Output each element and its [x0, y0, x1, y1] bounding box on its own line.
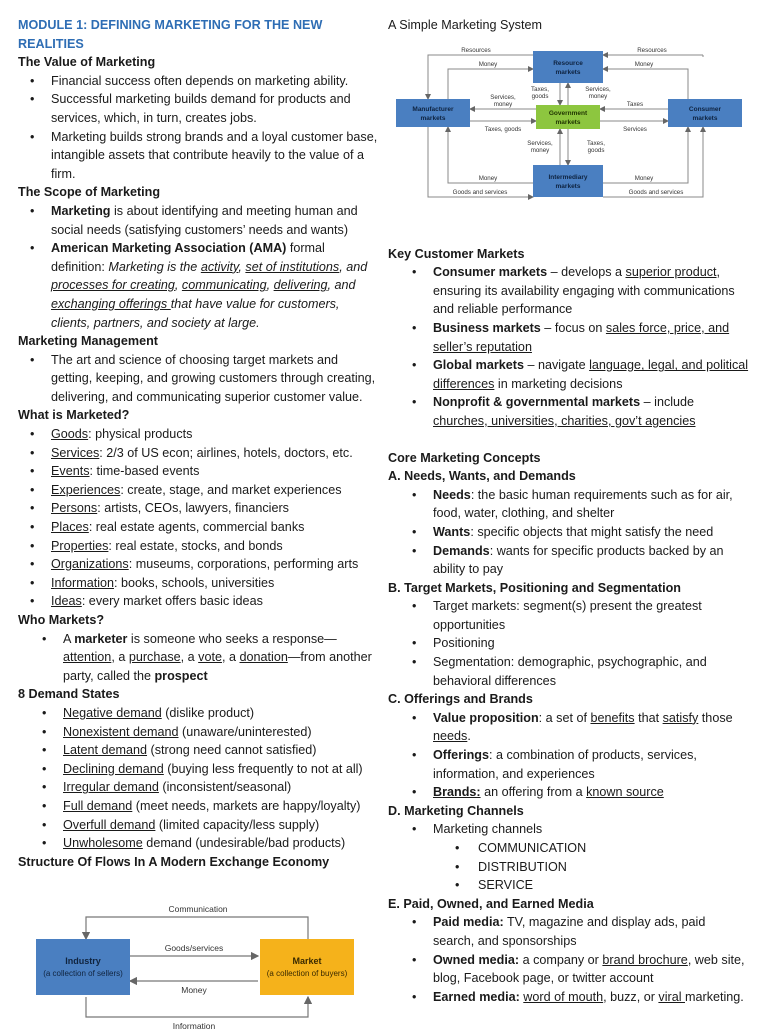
flows-heading: Structure Of Flows In A Modern Exchange Economy	[18, 854, 330, 869]
flow-label: Services,	[490, 93, 516, 101]
desc: : create, stage, and market experiences	[120, 482, 342, 497]
customer-heading: Key Customer Markets	[388, 246, 525, 261]
text: ,	[266, 278, 274, 293]
list-item	[388, 523, 750, 542]
core-d-sublist	[388, 839, 750, 895]
list-item	[388, 356, 750, 393]
list-item	[18, 481, 380, 500]
text: benefits	[590, 710, 635, 725]
desc: : real estate agents, commercial banks	[88, 520, 305, 535]
list-item	[388, 746, 750, 783]
term: Irregular demand	[63, 780, 159, 795]
desc: is about identifying and meeting human and social needs (satisfying customers’ needs and wants)	[51, 203, 358, 237]
core-d-heading: D. Marketing Channels	[388, 803, 524, 818]
text: : a combination of products, services, information, and experiences	[433, 748, 697, 781]
resource-label: markets	[555, 68, 581, 76]
flow-label: money	[493, 100, 513, 108]
desc: (strong need cannot satisfied)	[147, 743, 317, 758]
communication-label: Communication	[168, 904, 228, 915]
term: Ideas	[51, 594, 82, 609]
term: Properties	[51, 538, 109, 553]
term: Global markets	[433, 358, 524, 373]
flow-label: money	[588, 92, 608, 100]
list-item: • Marketing builds strong brands and a loyal customer base, intangible assets that contribute heavily to the value of a firm.	[18, 128, 380, 184]
desc: : time-based events	[89, 464, 200, 479]
core-e-heading: E. Paid, Owned, and Earned Media	[388, 896, 594, 911]
list-item: • Marketing channels	[388, 820, 750, 839]
spacer	[388, 207, 750, 245]
text: needs	[433, 729, 468, 744]
list-item	[388, 951, 750, 988]
text: TV, magazine and display ads, paid search, and sponsorships	[433, 915, 706, 948]
term: Events	[51, 464, 90, 479]
list-item	[18, 518, 380, 537]
term: American Marketing Association (AMA)	[51, 241, 287, 256]
desc: (buying less frequently to not at all)	[163, 761, 363, 776]
marketed-heading: What is Marketed?	[18, 408, 130, 423]
flow-label: Taxes	[626, 100, 644, 108]
desc: formal definition:	[51, 241, 325, 274]
flow-label: Services	[623, 125, 647, 133]
term: Unwholesome	[63, 836, 143, 851]
term: Negative demand	[63, 705, 162, 720]
text: – include	[640, 395, 695, 410]
list-item	[18, 797, 380, 816]
text: purchase	[128, 650, 181, 665]
term: Business markets	[433, 320, 541, 335]
text: , and	[327, 278, 356, 293]
list-item	[388, 393, 750, 430]
text: , web site, blog, Facebook page, or twitter account	[433, 952, 745, 986]
text: word of mouth	[523, 989, 604, 1004]
flow-label: Services,	[585, 85, 611, 93]
customer-list	[388, 263, 750, 430]
text: that have value for customers, clients, partners, and society at large.	[51, 296, 340, 330]
information-arrow	[86, 997, 308, 1017]
flow-label: Goods and services	[452, 188, 508, 196]
term: Nonprofit & governmental markets	[433, 395, 641, 410]
list-item	[388, 709, 750, 746]
text: attention	[63, 650, 112, 665]
flow-label: Money	[478, 60, 498, 68]
left-column	[18, 16, 380, 1033]
flow-label: Resources	[461, 46, 491, 54]
gov-label: markets	[555, 118, 581, 126]
text: , and	[339, 259, 368, 274]
text: , buzz, or	[603, 989, 659, 1004]
desc: : museums, corporations, performing arts	[128, 557, 359, 572]
term: Goods	[51, 427, 89, 442]
core-d-list	[388, 820, 750, 839]
desc: : the basic human requirements such as for air, food, water, clothing, and shelter	[433, 487, 733, 521]
flow-label: Taxes,	[587, 139, 605, 147]
list-item	[388, 783, 750, 802]
exchange-flows-diagram	[18, 883, 358, 1033]
list-item	[18, 574, 380, 593]
mgmt-list	[18, 351, 380, 407]
consumer-markets-box	[668, 99, 742, 127]
text: brand brochure	[602, 952, 688, 967]
text: vote	[198, 650, 222, 665]
spacer	[388, 431, 750, 449]
term: Needs	[433, 487, 471, 502]
text: Marketing is the	[108, 259, 201, 274]
list-item: • Financial success often depends on marketing ability.	[18, 72, 380, 91]
term: Declining demand	[63, 761, 164, 776]
flow-label: goods	[531, 92, 549, 100]
list-item	[18, 630, 380, 686]
text: , a	[111, 650, 129, 665]
text: viral	[658, 989, 685, 1004]
goods-label: Goods/services	[164, 943, 224, 954]
term: Marketing	[51, 203, 111, 218]
list-item: • Successful marketing builds demand for products and services, which, in turn, creates jobs.	[18, 90, 380, 127]
flow-label: Resources	[637, 46, 667, 54]
flow-label: Money	[634, 60, 654, 68]
list-item	[388, 486, 750, 523]
manu-label: markets	[420, 114, 446, 122]
list-item	[388, 319, 750, 356]
core-heading: Core Marketing Concepts	[388, 450, 541, 465]
core-b-heading: B. Target Markets, Positioning and Segmentation	[388, 580, 681, 595]
list-item	[388, 263, 750, 319]
text: A	[63, 631, 75, 646]
term: Nonexistent demand	[63, 724, 179, 739]
list-item	[18, 537, 380, 556]
term: prospect	[154, 668, 208, 683]
list-item	[18, 444, 380, 463]
money-label: Money	[181, 985, 207, 996]
flow-label: Money	[634, 174, 654, 182]
term: Brands:	[433, 785, 481, 800]
term: Information	[51, 575, 114, 590]
list-item	[388, 913, 750, 950]
core-a-list	[388, 486, 750, 579]
list-item: • Segmentation: demographic, psychographic, and behavioral differences	[388, 653, 750, 690]
text: —from another party, called the	[63, 650, 372, 683]
text: in marketing decisions	[494, 376, 623, 391]
flow-label: Services,	[527, 139, 553, 147]
term: Persons	[51, 501, 98, 516]
desc: : artists, CEOs, lawyers, financiers	[97, 501, 289, 516]
system-title: A Simple Marketing System	[388, 18, 542, 32]
desc: : real estate, stocks, and bonds	[108, 538, 283, 553]
term: Value proposition	[433, 710, 539, 725]
communication-arrow	[86, 917, 308, 939]
text: superior product	[625, 265, 717, 280]
text: – focus on	[540, 320, 606, 335]
text: those	[698, 710, 733, 725]
list-item: • SERVICE	[388, 876, 750, 895]
text: that	[634, 710, 663, 725]
list-item	[18, 202, 380, 239]
mgmt-heading: Marketing Management	[18, 334, 158, 349]
text: churches, universities, charities, gov’t agencies	[433, 413, 696, 428]
industry-title: Industry	[65, 956, 101, 967]
term: marketer	[74, 631, 128, 646]
list-item	[388, 988, 750, 1007]
flow-label: Taxes, goods	[484, 125, 522, 133]
list-item: • COMMUNICATION	[388, 839, 750, 858]
cons-label: Consumer	[688, 105, 722, 113]
text: activity	[200, 259, 239, 274]
text: ,	[174, 278, 182, 293]
resource-markets-box	[533, 51, 603, 83]
text: – navigate	[524, 358, 590, 373]
list-item: • Target markets: segment(s) present the greatest opportunities	[388, 597, 750, 634]
value-list	[18, 72, 380, 184]
term: Demands	[433, 543, 490, 558]
desc: : books, schools, universities	[114, 575, 275, 590]
cons-label: markets	[692, 114, 718, 122]
list-item	[18, 462, 380, 481]
term: Services	[51, 445, 100, 460]
information-label: Information	[172, 1021, 216, 1032]
core-c-heading: C. Offerings and Brands	[388, 692, 533, 707]
desc: (limited capacity/less supply)	[155, 817, 320, 832]
core-b-list	[388, 597, 750, 690]
flow-label: Goods and services	[628, 188, 684, 196]
term: Latent demand	[63, 743, 148, 758]
text: sales force, price, and seller’s reputation	[433, 320, 730, 354]
desc: (inconsistent/seasonal)	[158, 780, 292, 795]
list-item	[18, 816, 380, 835]
text: , a	[180, 650, 199, 665]
module-title: MODULE 1: DEFINING MARKETING FOR THE NEW REALITIES	[18, 18, 323, 51]
market-title: Market	[292, 956, 322, 967]
desc: : specific objects that might satisfy the need	[470, 524, 714, 539]
intermediary-markets-box	[533, 165, 603, 197]
list-item	[18, 499, 380, 518]
list-item	[18, 555, 380, 574]
text: .	[467, 729, 471, 744]
list-item: • Positioning	[388, 634, 750, 653]
desc: (dislike product)	[161, 705, 255, 720]
text: – develops a	[547, 265, 626, 280]
text: an offering from a	[480, 785, 587, 800]
who-heading: Who Markets?	[18, 613, 105, 627]
term: Organizations	[51, 557, 129, 572]
manu-label: Manufacturer	[412, 105, 454, 113]
term: Wants	[433, 524, 471, 539]
text: known source	[586, 785, 664, 800]
scope-heading: The Scope of Marketing	[18, 185, 161, 200]
flow-label: goods	[587, 146, 605, 154]
term: Places	[51, 520, 89, 535]
term: Experiences	[51, 482, 121, 497]
list-item	[18, 704, 380, 723]
text: satisfy	[662, 710, 699, 725]
desc: : 2/3 of US econ; airlines, hotels, doctors, etc.	[99, 445, 353, 460]
desc: (meet needs, markets are happy/loyalty)	[132, 798, 361, 813]
demand-heading: 8 Demand States	[18, 687, 120, 702]
desc: : wants for specific products backed by an ability to pay	[433, 543, 724, 577]
scope-list	[18, 202, 380, 332]
term: Overfull demand	[63, 817, 156, 832]
text: a company or	[519, 952, 603, 967]
flow-label: Taxes,	[531, 85, 549, 93]
term: Full demand	[63, 798, 133, 813]
text: , a	[221, 650, 240, 665]
inter-label: markets	[555, 182, 581, 190]
inter-label: Intermediary	[548, 173, 588, 181]
desc: demand (undesirable/bad products)	[142, 836, 346, 851]
text: : a set of	[538, 710, 591, 725]
resource-label: Resource	[553, 59, 583, 67]
text: delivering	[273, 278, 328, 293]
who-list	[18, 630, 380, 686]
list-item	[18, 741, 380, 760]
industry-sub: (a collection of sellers)	[43, 969, 123, 979]
term: Owned media:	[433, 952, 520, 967]
text: set of institutions	[245, 259, 340, 274]
desc: (unaware/uninterested)	[178, 724, 312, 739]
list-item	[388, 542, 750, 579]
list-item	[18, 723, 380, 742]
term: Earned media:	[433, 989, 520, 1004]
list-item	[18, 778, 380, 797]
list-item	[18, 834, 380, 853]
list-item: • The art and science of choosing target markets and getting, keeping, and growing customers through creating, delivering, and communicating superior customer value.	[18, 351, 380, 407]
text: processes for creating	[51, 278, 175, 293]
list-item: • DISTRIBUTION	[388, 858, 750, 877]
value-heading: The Value of Marketing	[18, 55, 156, 70]
industry-box	[36, 939, 130, 995]
term: Consumer markets	[433, 265, 548, 280]
desc: : every market offers basic ideas	[81, 594, 263, 609]
text: communicating	[181, 278, 267, 293]
flow-label: money	[530, 146, 550, 154]
list-item	[18, 425, 380, 444]
text: donation	[239, 650, 288, 665]
core-c-list	[388, 709, 750, 802]
marketed-list	[18, 425, 380, 611]
list-item	[18, 760, 380, 779]
text: marketing.	[685, 989, 744, 1004]
gov-label: Government	[548, 109, 588, 117]
list-item	[18, 239, 380, 332]
core-a-heading: A. Needs, Wants, and Demands	[388, 469, 576, 484]
desc: : physical products	[88, 427, 193, 442]
term: Paid media:	[433, 915, 504, 930]
text: ,	[238, 259, 246, 274]
right-column	[388, 16, 750, 1006]
flow-label: Money	[478, 174, 498, 182]
text: is someone who seeks a response—	[127, 631, 337, 646]
term: Offerings	[433, 748, 489, 763]
simple-marketing-system-diagram	[388, 47, 748, 207]
manufacturer-markets-box	[396, 99, 470, 127]
core-e-list	[388, 913, 750, 1006]
text: , ensuring its availability engaging with communications and reliable performance	[433, 265, 735, 317]
text: language, legal, and political differences	[433, 358, 749, 391]
market-box	[260, 939, 354, 995]
market-sub: (a collection of buyers)	[266, 969, 348, 979]
demand-list	[18, 704, 380, 853]
text: exchanging offerings	[51, 296, 171, 311]
list-item	[18, 592, 380, 611]
